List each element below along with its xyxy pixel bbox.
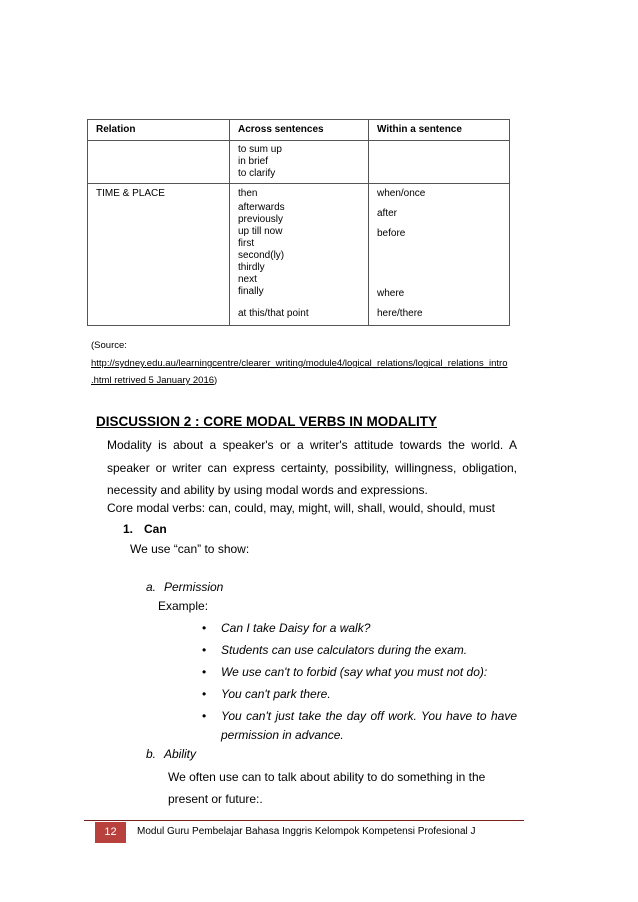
bullet-item: You can't just take the day off work. You have to have <box>221 709 517 723</box>
across-item: finally <box>238 286 264 297</box>
source-block <box>91 358 516 370</box>
bullet-item: We use can't to forbid (say what you must not do): <box>221 665 488 679</box>
bullet-icon: • <box>202 621 207 635</box>
intro-line: speaker or writer can express certainty, possibility, willingness, obligation, <box>107 461 517 475</box>
within-cell <box>369 184 510 326</box>
intro-line: Modality is about a speaker's or a writer's attitude towards the world. A <box>107 438 517 452</box>
footer-rule <box>84 820 524 821</box>
bullet-item: Students can use calculators during the exam. <box>221 643 468 657</box>
bullet-item: You can't park there. <box>221 687 331 701</box>
section1-number: 1. <box>123 522 134 536</box>
across-item: to clarify <box>238 168 276 179</box>
across-item: next <box>238 274 257 285</box>
intro-line: necessity and ability by using modal words and expressions. <box>107 483 428 497</box>
ability-line: present or future:. <box>168 792 263 806</box>
relation-cell <box>88 141 230 184</box>
within-item: where <box>377 288 405 299</box>
we-use-text: We use “can” to show: <box>130 542 250 556</box>
table-row <box>88 141 510 184</box>
source-link[interactable]: http://sydney.edu.au/learningcentre/clearer_writing/module4/logical_relations/logical_relations_intro <box>91 358 508 369</box>
bullet-icon: • <box>202 687 207 701</box>
ability-line: We often use can to talk about ability to do something in the <box>168 770 486 784</box>
across-cell <box>230 184 369 326</box>
page-number: 12 <box>95 822 126 843</box>
example-label: Example: <box>158 599 209 613</box>
footer-text: Modul Guru Pembelajar Bahasa Inggris Kelompok Kompetensi Profesional J <box>137 826 476 837</box>
source-close: ) <box>214 375 218 386</box>
across-item: second(ly) <box>238 250 285 261</box>
core-verbs: Core modal verbs: can, could, may, might, will, shall, would, should, must <box>107 501 495 515</box>
within-item: after <box>377 208 398 219</box>
within-item: before <box>377 228 406 239</box>
across-item: afterwards <box>238 202 285 213</box>
bullet-item-cont: permission in advance. <box>221 728 344 742</box>
across-item: to sum up <box>238 144 282 155</box>
subsection-b-title: Ability <box>164 747 197 761</box>
section1-title: Can <box>144 522 167 536</box>
across-item: then <box>238 188 258 199</box>
subsection-b-label: b. <box>146 747 157 761</box>
logical-relations-table <box>87 119 510 326</box>
bullet-item: Can I take Daisy for a walk? <box>221 621 371 635</box>
header-relation: Relation <box>88 120 230 141</box>
across-item: thirdly <box>238 262 265 273</box>
across-item: previously <box>238 214 284 225</box>
within-item: when/once <box>377 188 426 199</box>
across-cell <box>230 141 369 184</box>
across-item: in brief <box>238 156 269 167</box>
across-item: at this/that point <box>238 308 309 319</box>
bullet-icon: • <box>202 665 207 679</box>
header-within: Within a sentence <box>369 120 510 141</box>
within-item: here/there <box>377 308 423 319</box>
across-item: first <box>238 238 255 249</box>
subsection-a-label: a. <box>146 580 157 594</box>
source-link-end[interactable]: .html retrived 5 January 2016 <box>91 375 215 386</box>
table-header-row <box>88 120 510 141</box>
table-row <box>88 184 510 326</box>
across-item: up till now <box>238 226 283 237</box>
source-link-cont <box>91 375 217 387</box>
section-heading: DISCUSSION 2 : CORE MODAL VERBS IN MODALITY <box>96 414 438 429</box>
header-across: Across sentences <box>230 120 369 141</box>
bullet-icon: • <box>202 709 207 723</box>
relation-cell: TIME & PLACE <box>88 184 230 326</box>
within-cell <box>369 141 510 184</box>
bullet-icon: • <box>202 643 207 657</box>
subsection-a-title: Permission <box>164 580 224 594</box>
source-label: (Source: <box>91 340 127 351</box>
